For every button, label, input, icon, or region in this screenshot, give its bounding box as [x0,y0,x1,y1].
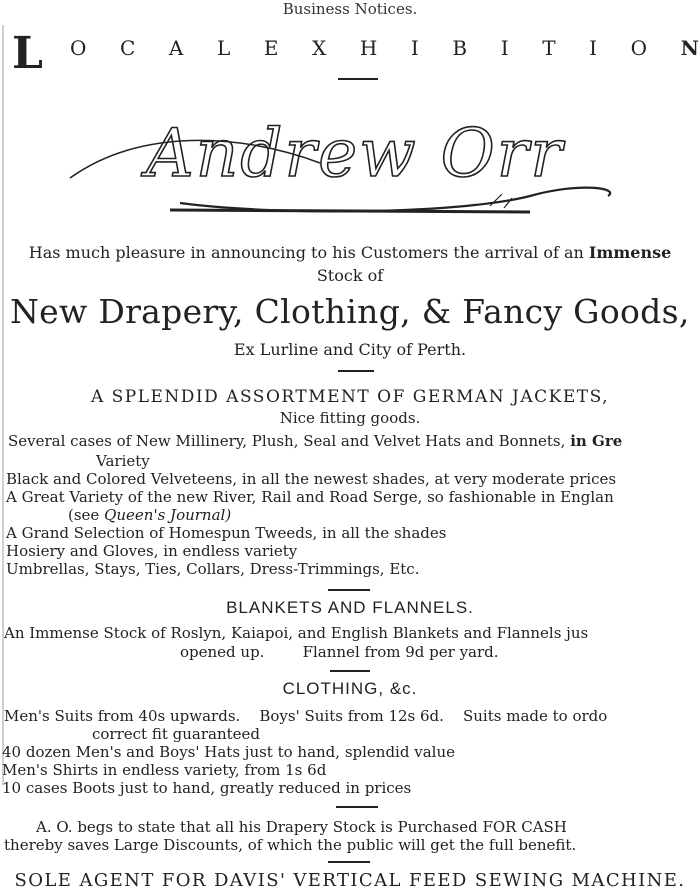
sole-agent-line: SOLE AGENT FOR DAVIS' VERTICAL FEED SEWING MACHINE. [14,870,686,891]
list-item-continued [68,506,231,524]
clothing-line-1: Men's Suits from 40s upwards. Boys' Suits from 12s 6d. Suits made to ordo [4,707,608,725]
list-item: A Grand Selection of Homespun Tweeds, in all the shades [6,524,447,542]
jackets-heading: A SPLENDID ASSORTMENT OF GERMAN JACKETS, [90,387,610,407]
footer-line-1: A. O. begs to state that all his Drapery Stock is Purchased FOR CASH [36,818,567,836]
list-item-continued: Variety [96,452,150,470]
title-letter: E [263,36,280,60]
list-item-italic: Queen's Journal) [104,506,232,524]
signature-text: Andrew Orr [146,115,564,192]
signature-image [60,108,650,228]
title-letters [70,36,700,60]
section-header: Business Notices. [282,0,418,18]
divider-rule [328,589,370,591]
divider-rule [330,670,370,672]
list-item-text: Several cases of New Millinery, Plush, Seal and Velvet Hats and Bonnets, [8,432,566,450]
list-item-end: in Gre [570,432,623,450]
clothing-line-3: 40 dozen Men's and Boys' Hats just to hand, splendid value [2,743,455,761]
title-letter: O [630,36,649,60]
list-item: Black and Colored Velveteens, in all the newest shades, at very moderate prices [6,470,617,488]
title-letter: L [216,36,232,60]
list-item: Hosiery and Gloves, in endless variety [6,542,298,560]
list-item: Umbrellas, Stays, Ties, Collars, Dress-Trimmings, Etc. [6,560,420,578]
intro-text: Has much pleasure in announcing to his Customers the arrival of an [28,243,584,262]
divider-rule [338,370,374,372]
intro-immense: Immense [588,243,672,262]
clothing-line-5: 10 cases Boots just to hand, greatly reduced in prices [2,779,412,797]
divider-rule [336,806,378,808]
blankets-heading: BLANKETS AND FLANNELS. [226,598,474,617]
jackets-sub: Nice fitting goods. [279,409,421,427]
title-initial: L [12,28,43,79]
ex-line: Ex Lurline and City of Perth. [233,340,467,359]
title-letter: I [410,36,420,60]
headline: New Drapery, Clothing, & Fancy Goods, [10,292,690,331]
blankets-line-2: opened up. Flannel from 9d per yard. [180,643,499,661]
list-item [8,432,622,450]
list-item-text: (see [68,506,100,524]
title-letter: C [120,36,137,60]
title-letter: B [452,36,469,60]
title-letter: X [312,36,328,60]
intro-line-1 [0,243,700,262]
divider-rule [328,861,370,863]
divider-rule [338,78,378,80]
blankets-line-1: An Immense Stock of Roslyn, Kaiapoi, and English Blankets and Flannels jus [4,624,589,642]
clothing-heading: CLOTHING, &c. [282,679,418,698]
footer-line-2: thereby saves Large Discounts, of which the public will get the full benefit. [4,836,577,854]
list-item: A Great Variety of the new River, Rail and Road Serge, so fashionable in Englan [6,488,614,506]
title-letter: N [680,36,700,60]
clothing-line-2: correct fit guaranteed [92,725,261,743]
title-letter: T [542,36,557,60]
title-letter: I [589,36,599,60]
intro-line-2: Stock of [316,266,384,285]
title-letter: A [168,36,185,60]
clothing-line-4: Men's Shirts in endless variety, from 1s 6d [2,761,327,779]
title-letter: H [359,36,379,60]
title-letter: O [70,36,88,60]
title-letter: I [500,36,510,60]
